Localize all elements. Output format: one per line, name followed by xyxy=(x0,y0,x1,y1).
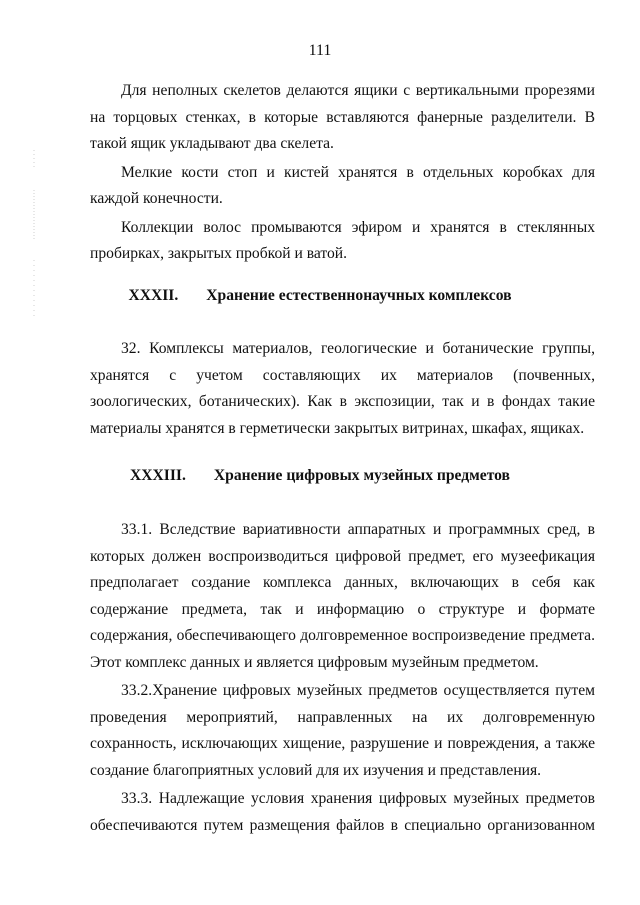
paragraph-33-2: 33.2.Хранение цифровых музейных предметов осуществляется путем проведения мероприятий, направленных на их долговременную сохранность, исключающих хищение, разрушение и повреждения, а также создание благоприятных условий для их изучения и представления. xyxy=(90,682,595,779)
intro-text-block xyxy=(90,78,595,268)
section-number: XXXIII. xyxy=(130,467,186,484)
paragraph-32: 32. Комплексы материалов, геологические и ботанические группы, хранятся с учетом составляющих их материалов (почвенных, зоологических, ботанических). Как в экспозиции, так и в фондах такие материалы хранятся в герметически закрытых витринах, шкафах, ящиках. xyxy=(90,340,595,437)
section-32-text-block xyxy=(90,336,595,442)
paragraph-hair-collections: Коллекции волос промываются эфиром и хранятся в стеклянных пробирках, закрытых пробкой и ватой. xyxy=(90,218,595,262)
section-title: Хранение цифровых музейных предметов xyxy=(213,467,510,484)
section-number: XXXII. xyxy=(128,287,179,304)
paragraph-small-bones: Мелкие кости стоп и кистей хранятся в отдельных коробках для каждой конечности. xyxy=(90,163,595,207)
section-heading-32 xyxy=(0,287,640,305)
section-33-text-block xyxy=(90,517,595,839)
section-heading-33 xyxy=(0,467,640,485)
paragraph-33-3: 33.3. Надлежащие условия хранения цифровых музейных предметов обеспечиваются путем размещения файлов в специально организованном xyxy=(90,790,595,834)
section-title: Хранение естественнонаучных комплексов xyxy=(206,287,512,304)
paragraph-skeleton-boxes: Для неполных скелетов делаются ящики с вертикальными прорезями на торцовых стенках, в которые вставляются фанерные разделители. В такой ящик укладывают два скелета. xyxy=(90,82,595,152)
paragraph-33-1: 33.1. Вследствие вариативности аппаратных и программных сред, в которых должен воспроизводиться цифровой предмет, его музеефикация предполагает создание комплекса данных, включающих в себя как содержание предмета, так и информацию о структуре и формате содержания, обеспечивающего долговременное воспроизведение предмета. Этот комплекс данных и является цифровым музейным предметом. xyxy=(90,521,595,671)
page-number: 111 xyxy=(308,42,332,59)
